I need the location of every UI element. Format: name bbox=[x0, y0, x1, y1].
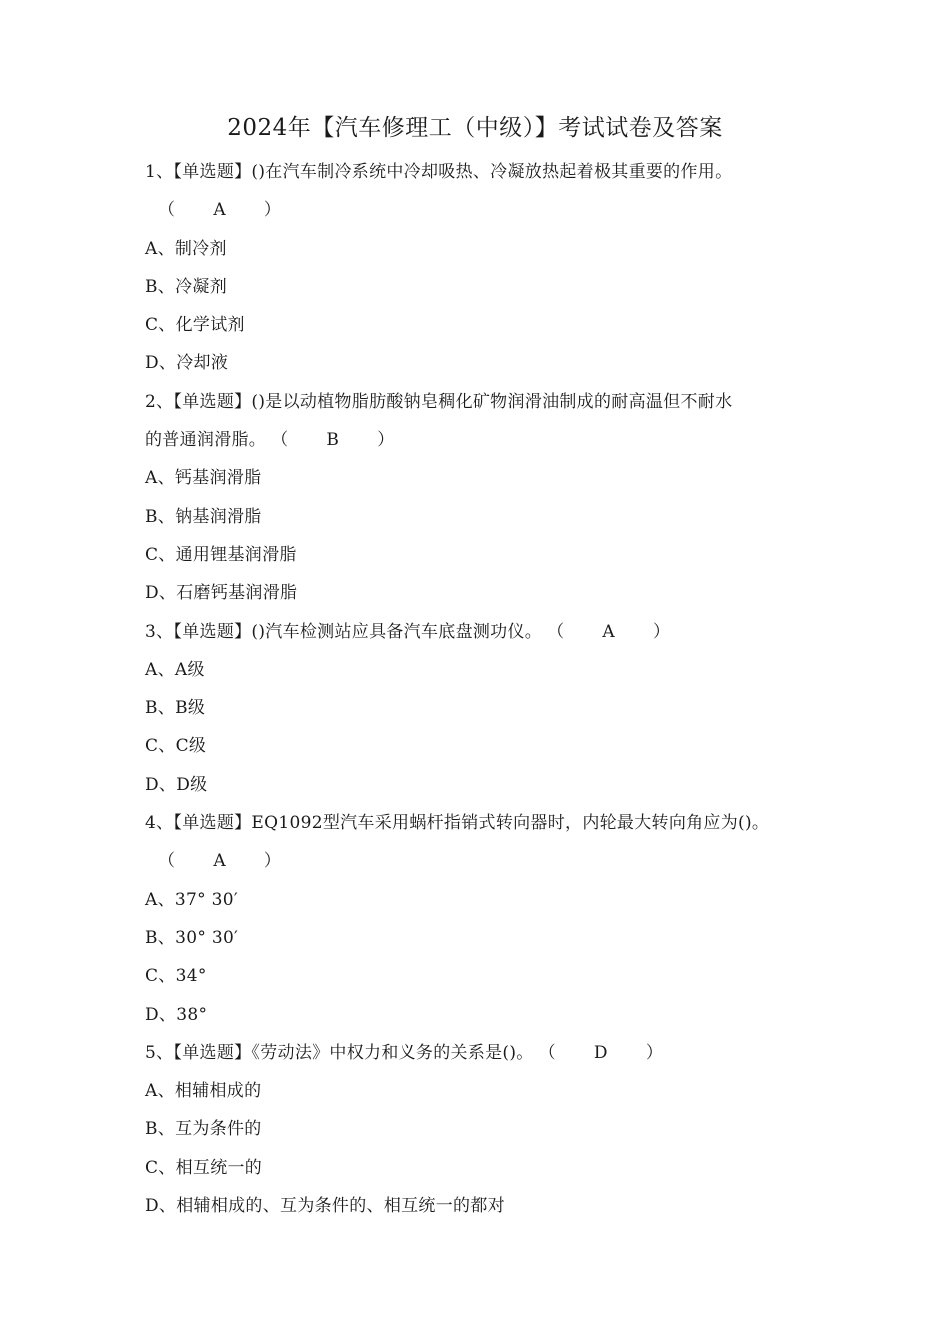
question-stem bbox=[145, 383, 825, 421]
answer-line bbox=[145, 842, 825, 880]
option-item: B、互为条件的 bbox=[145, 1119, 262, 1140]
question-text: 2、【单选题】()是以动植物脂肪酸钠皂稠化矿物润滑油制成的耐高温但不耐水 bbox=[145, 391, 733, 412]
option-item: A、相辅相成的 bbox=[145, 1081, 262, 1102]
option-item: A、钙基润滑脂 bbox=[145, 468, 262, 489]
option-item: C、34° bbox=[145, 966, 207, 987]
question-text: 5、【单选题】《劳动法》中权力和义务的关系是()。 bbox=[145, 1042, 534, 1063]
question-text: 4、【单选题】EQ1092型汽车采用蜗杆指销式转向器时，内轮最大转向角应为()。 bbox=[145, 813, 770, 834]
option-item: A、37° 30′ bbox=[145, 889, 239, 910]
option-item: D、相辅相成的、互为条件的、相互统一的都对 bbox=[145, 1196, 505, 1217]
option-item: D、冷却液 bbox=[145, 353, 229, 374]
option-item: C、化学试剂 bbox=[145, 315, 245, 336]
answer-letter: D bbox=[593, 1042, 608, 1063]
answer-letter: A bbox=[602, 621, 615, 642]
option-item: A、制冷剂 bbox=[145, 238, 227, 259]
answer-letter: A bbox=[213, 200, 226, 221]
option-item: D、D级 bbox=[145, 774, 208, 795]
answer-line bbox=[145, 191, 825, 229]
question-list bbox=[145, 153, 825, 1225]
answer-box: （ A ） bbox=[153, 842, 286, 880]
question-text: 3、【单选题】()汽车检测站应具备汽车底盘测功仪。 bbox=[145, 621, 543, 642]
question-text: 1、【单选题】()在汽车制冷系统中冷却吸热、冷凝放热起着极其重要的作用。 bbox=[145, 162, 733, 182]
question-stem bbox=[145, 153, 825, 191]
option-item: C、C级 bbox=[145, 736, 207, 757]
option-item: C、通用锂基润滑脂 bbox=[145, 544, 297, 565]
answer-box: （ A ） bbox=[542, 613, 675, 651]
option-item: D、38° bbox=[145, 1004, 208, 1025]
question-stem bbox=[145, 804, 825, 842]
option-item: D、石磨钙基润滑脂 bbox=[145, 583, 298, 604]
answer-box: （ B ） bbox=[266, 421, 399, 459]
question-stem bbox=[145, 613, 825, 651]
question-text: 的普通润滑脂。 bbox=[145, 430, 267, 451]
answer-box: （ D ） bbox=[534, 1034, 669, 1072]
option-item: A、A级 bbox=[145, 659, 205, 680]
answer-letter: A bbox=[213, 851, 226, 872]
question-stem-continued bbox=[145, 421, 825, 459]
option-item: B、钠基润滑脂 bbox=[145, 506, 262, 527]
option-item: B、冷凝剂 bbox=[145, 276, 227, 297]
question-stem bbox=[145, 1034, 825, 1072]
page-title: 2024年【汽车修理工（中级）】考试试卷及答案 bbox=[227, 115, 723, 141]
answer-box: （ A ） bbox=[153, 191, 286, 229]
option-item: B、B级 bbox=[145, 698, 206, 719]
option-item: C、相互统一的 bbox=[145, 1157, 263, 1178]
option-item: B、30° 30′ bbox=[145, 927, 239, 948]
answer-letter: B bbox=[326, 430, 340, 451]
